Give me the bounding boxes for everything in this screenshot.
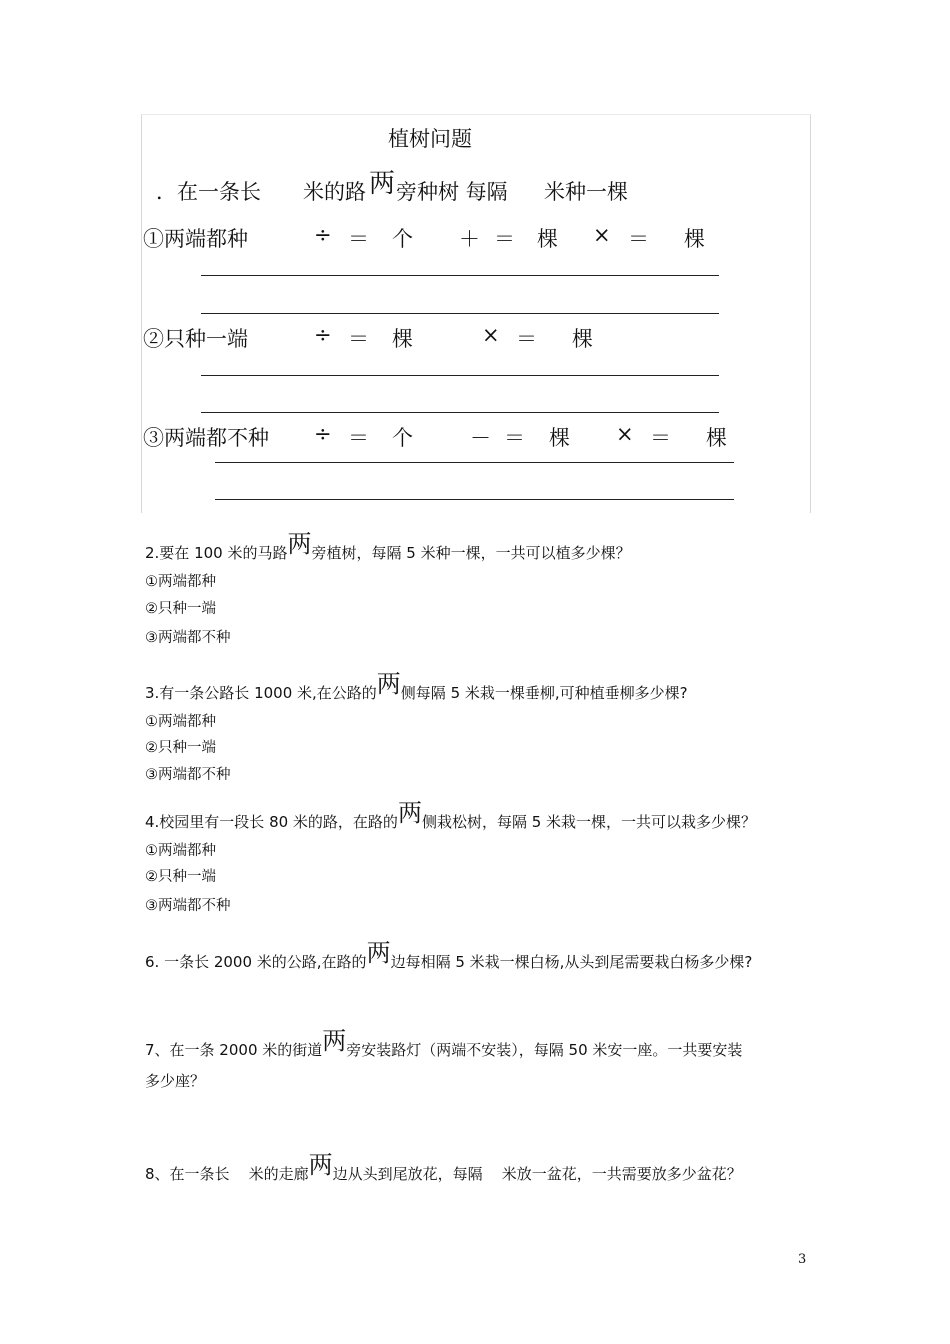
question-text: 3.有一条公路长 1000 米,在公路的 xyxy=(145,684,377,702)
op-equals: ＝ xyxy=(516,327,537,351)
answer-line xyxy=(201,375,719,376)
question-big-char: 两 xyxy=(366,939,391,967)
question-text: 侧每隔 5 米栽一棵垂柳,可种植垂柳多少棵? xyxy=(400,684,688,702)
op-times: × xyxy=(616,422,634,446)
case-label: ③两端都不种 xyxy=(143,426,269,450)
op-plus: ＋ xyxy=(459,227,480,251)
question-text: 旁植树，每隔 5 米种一棵，一共可以植多少棵？ xyxy=(311,544,631,562)
op-equals: ＝ xyxy=(628,227,649,251)
intro-prefix: ．在一条长 xyxy=(156,180,261,204)
page-number: 3 xyxy=(798,1252,807,1267)
op-minus: － xyxy=(470,426,491,450)
answer-line xyxy=(201,313,719,314)
intro-end: 米种一棵 xyxy=(544,180,628,204)
op-times: × xyxy=(482,323,500,347)
unit-ke: 棵 xyxy=(706,426,727,450)
option-one-end: ②只种一端 xyxy=(145,740,216,756)
question-text: 4.校园里有一段长 80 米的路，在路的 xyxy=(145,813,398,831)
intro-mid1: 米的路 xyxy=(303,180,366,204)
unit-ge: 个 xyxy=(392,227,413,251)
option-neither-end: ③两端都不种 xyxy=(145,630,231,646)
op-equals: ＝ xyxy=(348,426,369,450)
option-one-end: ②只种一端 xyxy=(145,869,216,885)
op-equals: ＝ xyxy=(348,327,369,351)
option-neither-end: ③两端都不种 xyxy=(145,898,231,914)
unit-ke: 棵 xyxy=(392,327,413,351)
case-label: ②只种一端 xyxy=(143,327,248,351)
question-big-char: 两 xyxy=(308,1151,333,1179)
question-text: 8、在一条长 米的走廊 xyxy=(145,1165,309,1183)
option-both-ends: ①两端都种 xyxy=(145,843,216,859)
question-4 xyxy=(145,799,756,834)
question-text: 旁安装路灯（两端不安装），每隔 50 米安一座。一共要安装 xyxy=(346,1041,743,1059)
question-8 xyxy=(145,1151,742,1186)
question-text: 侧栽松树，每隔 5 米栽一棵，一共可以栽多少棵？ xyxy=(421,813,757,831)
op-divide: ÷ xyxy=(314,323,332,347)
unit-ke: 棵 xyxy=(572,327,593,351)
question-7 xyxy=(145,1027,742,1062)
question-3 xyxy=(145,670,688,705)
op-equals: ＝ xyxy=(494,227,515,251)
answer-line xyxy=(215,462,734,463)
question-6 xyxy=(145,939,752,974)
question-text: 6. 一条长 2000 米的公路,在路的 xyxy=(145,953,367,971)
op-equals: ＝ xyxy=(348,227,369,251)
question-big-char: 两 xyxy=(322,1027,347,1055)
intro-big-char: 两 xyxy=(369,169,396,199)
unit-ke: 棵 xyxy=(684,227,705,251)
op-times: × xyxy=(593,223,611,247)
question-text: 2.要在 100 米的马路 xyxy=(145,544,288,562)
question-big-char: 两 xyxy=(287,530,312,558)
intro-mid2: 旁种树 每隔 xyxy=(396,180,508,204)
question-text: 7、在一条 2000 米的街道 xyxy=(145,1041,323,1059)
case-label: ①两端都种 xyxy=(143,227,248,251)
question-7-continuation: 多少座？ xyxy=(145,1072,206,1090)
option-both-ends: ①两端都种 xyxy=(145,574,216,590)
question-text: 边每相隔 5 米栽一棵白杨,从头到尾需要栽白杨多少棵? xyxy=(390,953,753,971)
question-2 xyxy=(145,530,631,565)
op-equals: ＝ xyxy=(504,426,525,450)
unit-ke: 棵 xyxy=(537,227,558,251)
option-one-end: ②只种一端 xyxy=(145,601,216,617)
question-big-char: 两 xyxy=(376,670,401,698)
op-equals: ＝ xyxy=(650,426,671,450)
question-text: 边从头到尾放花，每隔 米放一盆花，一共需要放多少盆花？ xyxy=(332,1165,742,1183)
option-both-ends: ①两端都种 xyxy=(145,714,216,730)
question-big-char: 两 xyxy=(397,799,422,827)
option-neither-end: ③两端都不种 xyxy=(145,767,231,783)
op-divide: ÷ xyxy=(314,223,332,247)
answer-line xyxy=(215,499,734,500)
unit-ke: 棵 xyxy=(549,426,570,450)
answer-line xyxy=(201,412,719,413)
unit-ge: 个 xyxy=(392,426,413,450)
worksheet-title: 植树问题 xyxy=(388,127,472,151)
op-divide: ÷ xyxy=(314,422,332,446)
answer-line xyxy=(201,275,719,276)
